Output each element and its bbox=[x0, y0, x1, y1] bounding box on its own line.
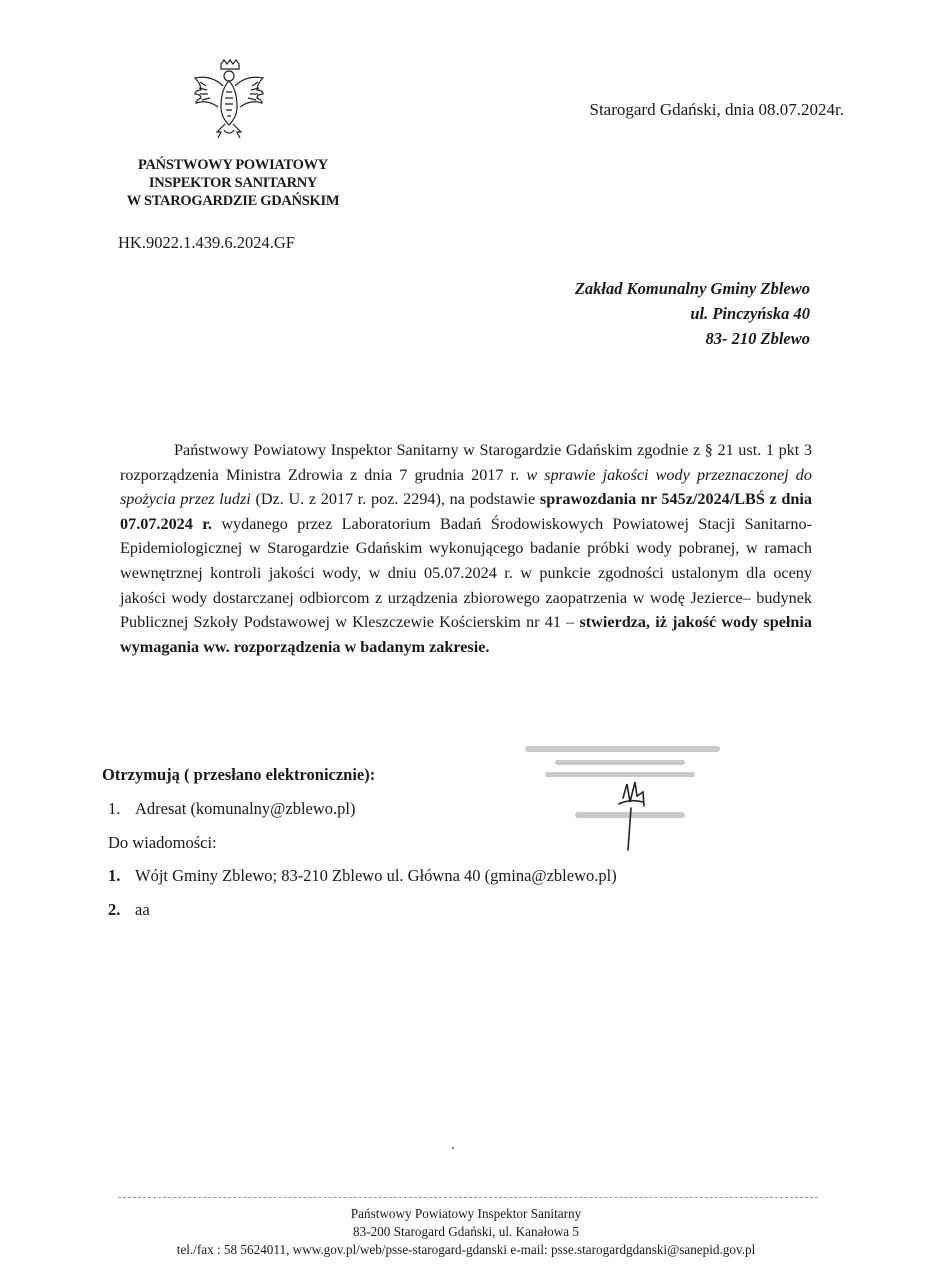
recipient-address bbox=[575, 276, 810, 351]
official-stamp-signature bbox=[515, 738, 735, 858]
issuer-line: W STAROGARDZIE GDAŃSKIM bbox=[126, 193, 340, 209]
place-date: Starogard Gdański, dnia 08.07.2024r. bbox=[589, 100, 844, 119]
issuer-line: INSPEKTOR SANITARNY bbox=[148, 175, 318, 191]
footer-office: Państwowy Powiatowy Inspektor Sanitarny bbox=[350, 1206, 582, 1221]
issuer-header bbox=[98, 156, 368, 210]
case-reference: HK.9022.1.439.6.2024.GF bbox=[118, 233, 295, 252]
issuer-line: PAŃSTWOWY POWIATOWY bbox=[138, 157, 328, 173]
recipient-postal: 83- 210 Zblewo bbox=[705, 329, 810, 348]
cc-item bbox=[108, 900, 150, 920]
footer bbox=[110, 1205, 822, 1259]
list-number: 1. bbox=[108, 866, 121, 885]
stray-mark bbox=[452, 1147, 454, 1149]
cc-recipient: Wójt Gminy Zblewo; 83-210 Zblewo ul. Główna 40 (gmina@zblewo.pl) bbox=[135, 866, 617, 885]
letter-body bbox=[120, 438, 812, 659]
eagle-emblem-icon bbox=[190, 58, 268, 142]
footer-address: 83-200 Starogard Gdański, ul. Kanałowa 5 bbox=[353, 1224, 579, 1239]
receivers-title: Otrzymują ( przesłano elektronicznie): bbox=[102, 765, 376, 784]
receiver-item bbox=[108, 799, 355, 819]
body-text: wydanego przez Laboratorium Badań Środowiskowych Powiatowej Stacji Sanitarno-Epidemiologicznej w Starogardzie Gdańskim wykonującego badanie próbki wody pobranej, w ramach wewnętrznej kontroli jakości wody, w dniu 05.07.2024 r. w punkcie zgodności ustalonym dla oceny jakości wody dostarczanej odbiorcom z urządzenia zbiorowego zaopatrzenia w wodę Jezierce– budynek Publicznej Szkoły Podstawowej w Kleszczewie Kościerskim nr 41 – bbox=[120, 514, 813, 632]
list-number: 2. bbox=[108, 900, 121, 919]
recipient-street: ul. Pinczyńska 40 bbox=[690, 304, 810, 323]
recipient-name: Zakład Komunalny Gminy Zblewo bbox=[574, 279, 810, 298]
cc-item bbox=[108, 866, 617, 886]
footer-contact: tel./fax : 58 5624011, www.gov.pl/web/psse-starogard-gdanski e-mail: psse.starogardgdanski@sanepid.gov.pl bbox=[176, 1242, 756, 1257]
body-text: (Dz. U. z 2017 r. poz. 2294), na podstawie bbox=[255, 490, 536, 509]
cc-title: Do wiadomości: bbox=[108, 833, 217, 852]
conclusion: stwierdza, iż jakość wody spełnia wymagania ww. rozporządzenia w badanym zakresie. bbox=[120, 613, 813, 656]
report-reference: sprawozdania nr 545z/2024/LBŚ z dnia 07.07.2024 r. bbox=[120, 490, 813, 533]
list-number: 1. bbox=[108, 799, 121, 818]
receiver-email: Adresat (komunalny@zblewo.pl) bbox=[135, 799, 356, 818]
cc-recipient: aa bbox=[135, 900, 150, 919]
footer-divider bbox=[118, 1197, 818, 1198]
body-text: Państwowy Powiatowy Inspektor Sanitarny w Starogardzie Gdańskim zgodnie z § 21 ust. 1 pkt 3 rozporządzenia Ministra Zdrowia z dnia 7 grudnia 2017 r. bbox=[120, 441, 812, 484]
regulation-title: w sprawie jakości wody przeznaczonej do spożycia przez ludzi bbox=[120, 465, 812, 509]
